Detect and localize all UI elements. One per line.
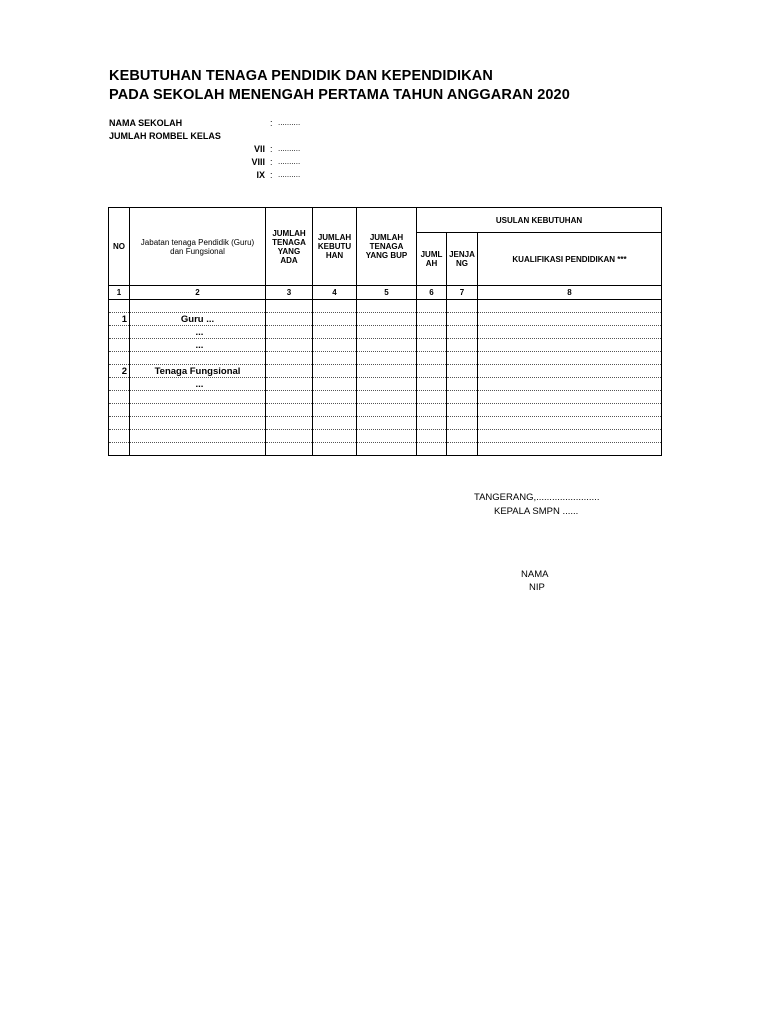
row-cell [447,313,478,326]
table-row [109,404,662,417]
row-cell [478,326,662,339]
row-cell [313,300,357,313]
row-cell [313,443,357,456]
signature-place-date: TANGERANG,........................ [474,492,600,503]
row-cell [417,378,447,391]
rombel-kelas-ix: IX [256,170,265,180]
row-cell [447,339,478,352]
rombel-kelas-viii: VIII [251,157,265,167]
row-jabatan: Guru ... [130,313,266,326]
row-cell [417,326,447,339]
row-cell [266,404,313,417]
signature-nip: NIP [529,582,545,593]
row-cell [313,378,357,391]
row-no: 1 [109,313,130,326]
header-usulan-kebutuhan: USULAN KEBUTUHAN [417,208,662,233]
row-cell [447,430,478,443]
table-row [109,339,662,352]
column-number: 4 [313,286,357,300]
row-cell [447,352,478,365]
row-jabatan: ... [130,339,266,352]
row-cell [313,417,357,430]
nama-sekolah-label: NAMA SEKOLAH [109,118,183,128]
row-cell [447,378,478,391]
row-cell [447,391,478,404]
header-jumlah-ada: JUMLAH TENAGA YANG ADA [266,208,313,286]
row-jabatan [130,417,266,430]
row-jabatan: Tenaga Fungsional [130,365,266,378]
row-cell [357,378,417,391]
row-cell [417,300,447,313]
row-cell [357,365,417,378]
row-cell [478,300,662,313]
row-cell [313,365,357,378]
header-jumlah-kebutuhan: JUMLAH KEBUTU HAN [313,208,357,286]
header-jabatan: Jabatan tenaga Pendidik (Guru) dan Fungsional [130,208,266,286]
row-cell [478,313,662,326]
row-jabatan [130,352,266,365]
row-jabatan [130,404,266,417]
row-cell [447,404,478,417]
row-cell [357,300,417,313]
table-row [109,378,662,391]
table-row [109,300,662,313]
row-no [109,352,130,365]
document-title-line-1: KEBUTUHAN TENAGA PENDIDIK DAN KEPENDIDIKAN [109,68,493,84]
document-title-line-2: PADA SEKOLAH MENENGAH PERTAMA TAHUN ANGGARAN 2020 [109,87,570,103]
row-cell [478,443,662,456]
column-number: 6 [417,286,447,300]
table-row [109,313,662,326]
row-cell [447,365,478,378]
table-row [109,365,662,378]
row-cell [417,443,447,456]
row-cell [266,391,313,404]
table-row [109,391,662,404]
row-cell [313,339,357,352]
column-number: 7 [447,286,478,300]
header-no: NO [109,208,130,286]
row-jabatan [130,443,266,456]
signature-position: KEPALA SMPN ...... [494,506,579,517]
row-no [109,391,130,404]
row-no [109,430,130,443]
row-cell [266,300,313,313]
column-number: 8 [478,286,662,300]
row-cell [417,404,447,417]
row-cell [417,365,447,378]
row-cell [417,417,447,430]
row-cell [313,404,357,417]
row-cell [478,365,662,378]
row-cell [313,391,357,404]
jumlah-rombel-label: JUMLAH ROMBEL KELAS [109,131,221,141]
table-row [109,326,662,339]
row-cell [313,430,357,443]
row-cell [266,365,313,378]
row-cell [357,326,417,339]
table-row [109,417,662,430]
row-jabatan: ... [130,326,266,339]
nama-sekolah-colon: : [270,118,273,128]
rombel-kelas-vii: VII [253,144,265,154]
row-cell [478,391,662,404]
column-number: 5 [357,286,417,300]
column-number: 1 [109,286,130,300]
row-no [109,417,130,430]
row-cell [447,443,478,456]
row-cell [357,417,417,430]
row-cell [266,313,313,326]
row-cell [447,326,478,339]
row-no: 2 [109,365,130,378]
row-cell [417,391,447,404]
row-cell [478,378,662,391]
row-no [109,326,130,339]
row-cell [478,417,662,430]
row-cell [357,339,417,352]
row-no [109,300,130,313]
row-cell [447,300,478,313]
rombel-value-vii: .......... [278,144,301,153]
nama-sekolah-value: .......... [278,118,301,127]
header-jumlah-bup: JUMLAH TENAGA YANG BUP [357,208,417,286]
row-cell [313,326,357,339]
header-jumlah: JUML AH [417,233,447,286]
row-cell [266,326,313,339]
row-no [109,443,130,456]
column-number: 3 [266,286,313,300]
table-row [109,430,662,443]
row-cell [447,417,478,430]
row-no [109,378,130,391]
kebutuhan-table [108,207,662,456]
table-row [109,443,662,456]
row-cell [478,352,662,365]
row-cell [417,339,447,352]
header-jenjang: JENJA NG [447,233,478,286]
rombel-value-viii: .......... [278,157,301,166]
row-cell [478,339,662,352]
column-number: 2 [130,286,266,300]
row-jabatan [130,430,266,443]
row-cell [357,443,417,456]
row-jabatan [130,300,266,313]
row-cell [266,339,313,352]
table-row [109,352,662,365]
row-cell [478,430,662,443]
header-kualifikasi: KUALIFIKASI PENDIDIKAN *** [478,233,662,286]
row-cell [266,417,313,430]
row-cell [417,313,447,326]
row-cell [266,443,313,456]
row-no [109,404,130,417]
row-cell [357,391,417,404]
row-cell [266,430,313,443]
row-cell [266,378,313,391]
row-cell [478,404,662,417]
row-no [109,339,130,352]
rombel-colon: : [270,170,273,180]
signature-name: NAMA [521,569,549,580]
row-jabatan: ... [130,378,266,391]
rombel-colon: : [270,144,273,154]
row-cell [313,313,357,326]
row-cell [313,352,357,365]
row-jabatan [130,391,266,404]
row-cell [417,352,447,365]
rombel-value-ix: .......... [278,170,301,179]
row-cell [266,352,313,365]
row-cell [417,430,447,443]
row-cell [357,404,417,417]
row-cell [357,430,417,443]
row-cell [357,352,417,365]
rombel-colon: : [270,157,273,167]
row-cell [357,313,417,326]
